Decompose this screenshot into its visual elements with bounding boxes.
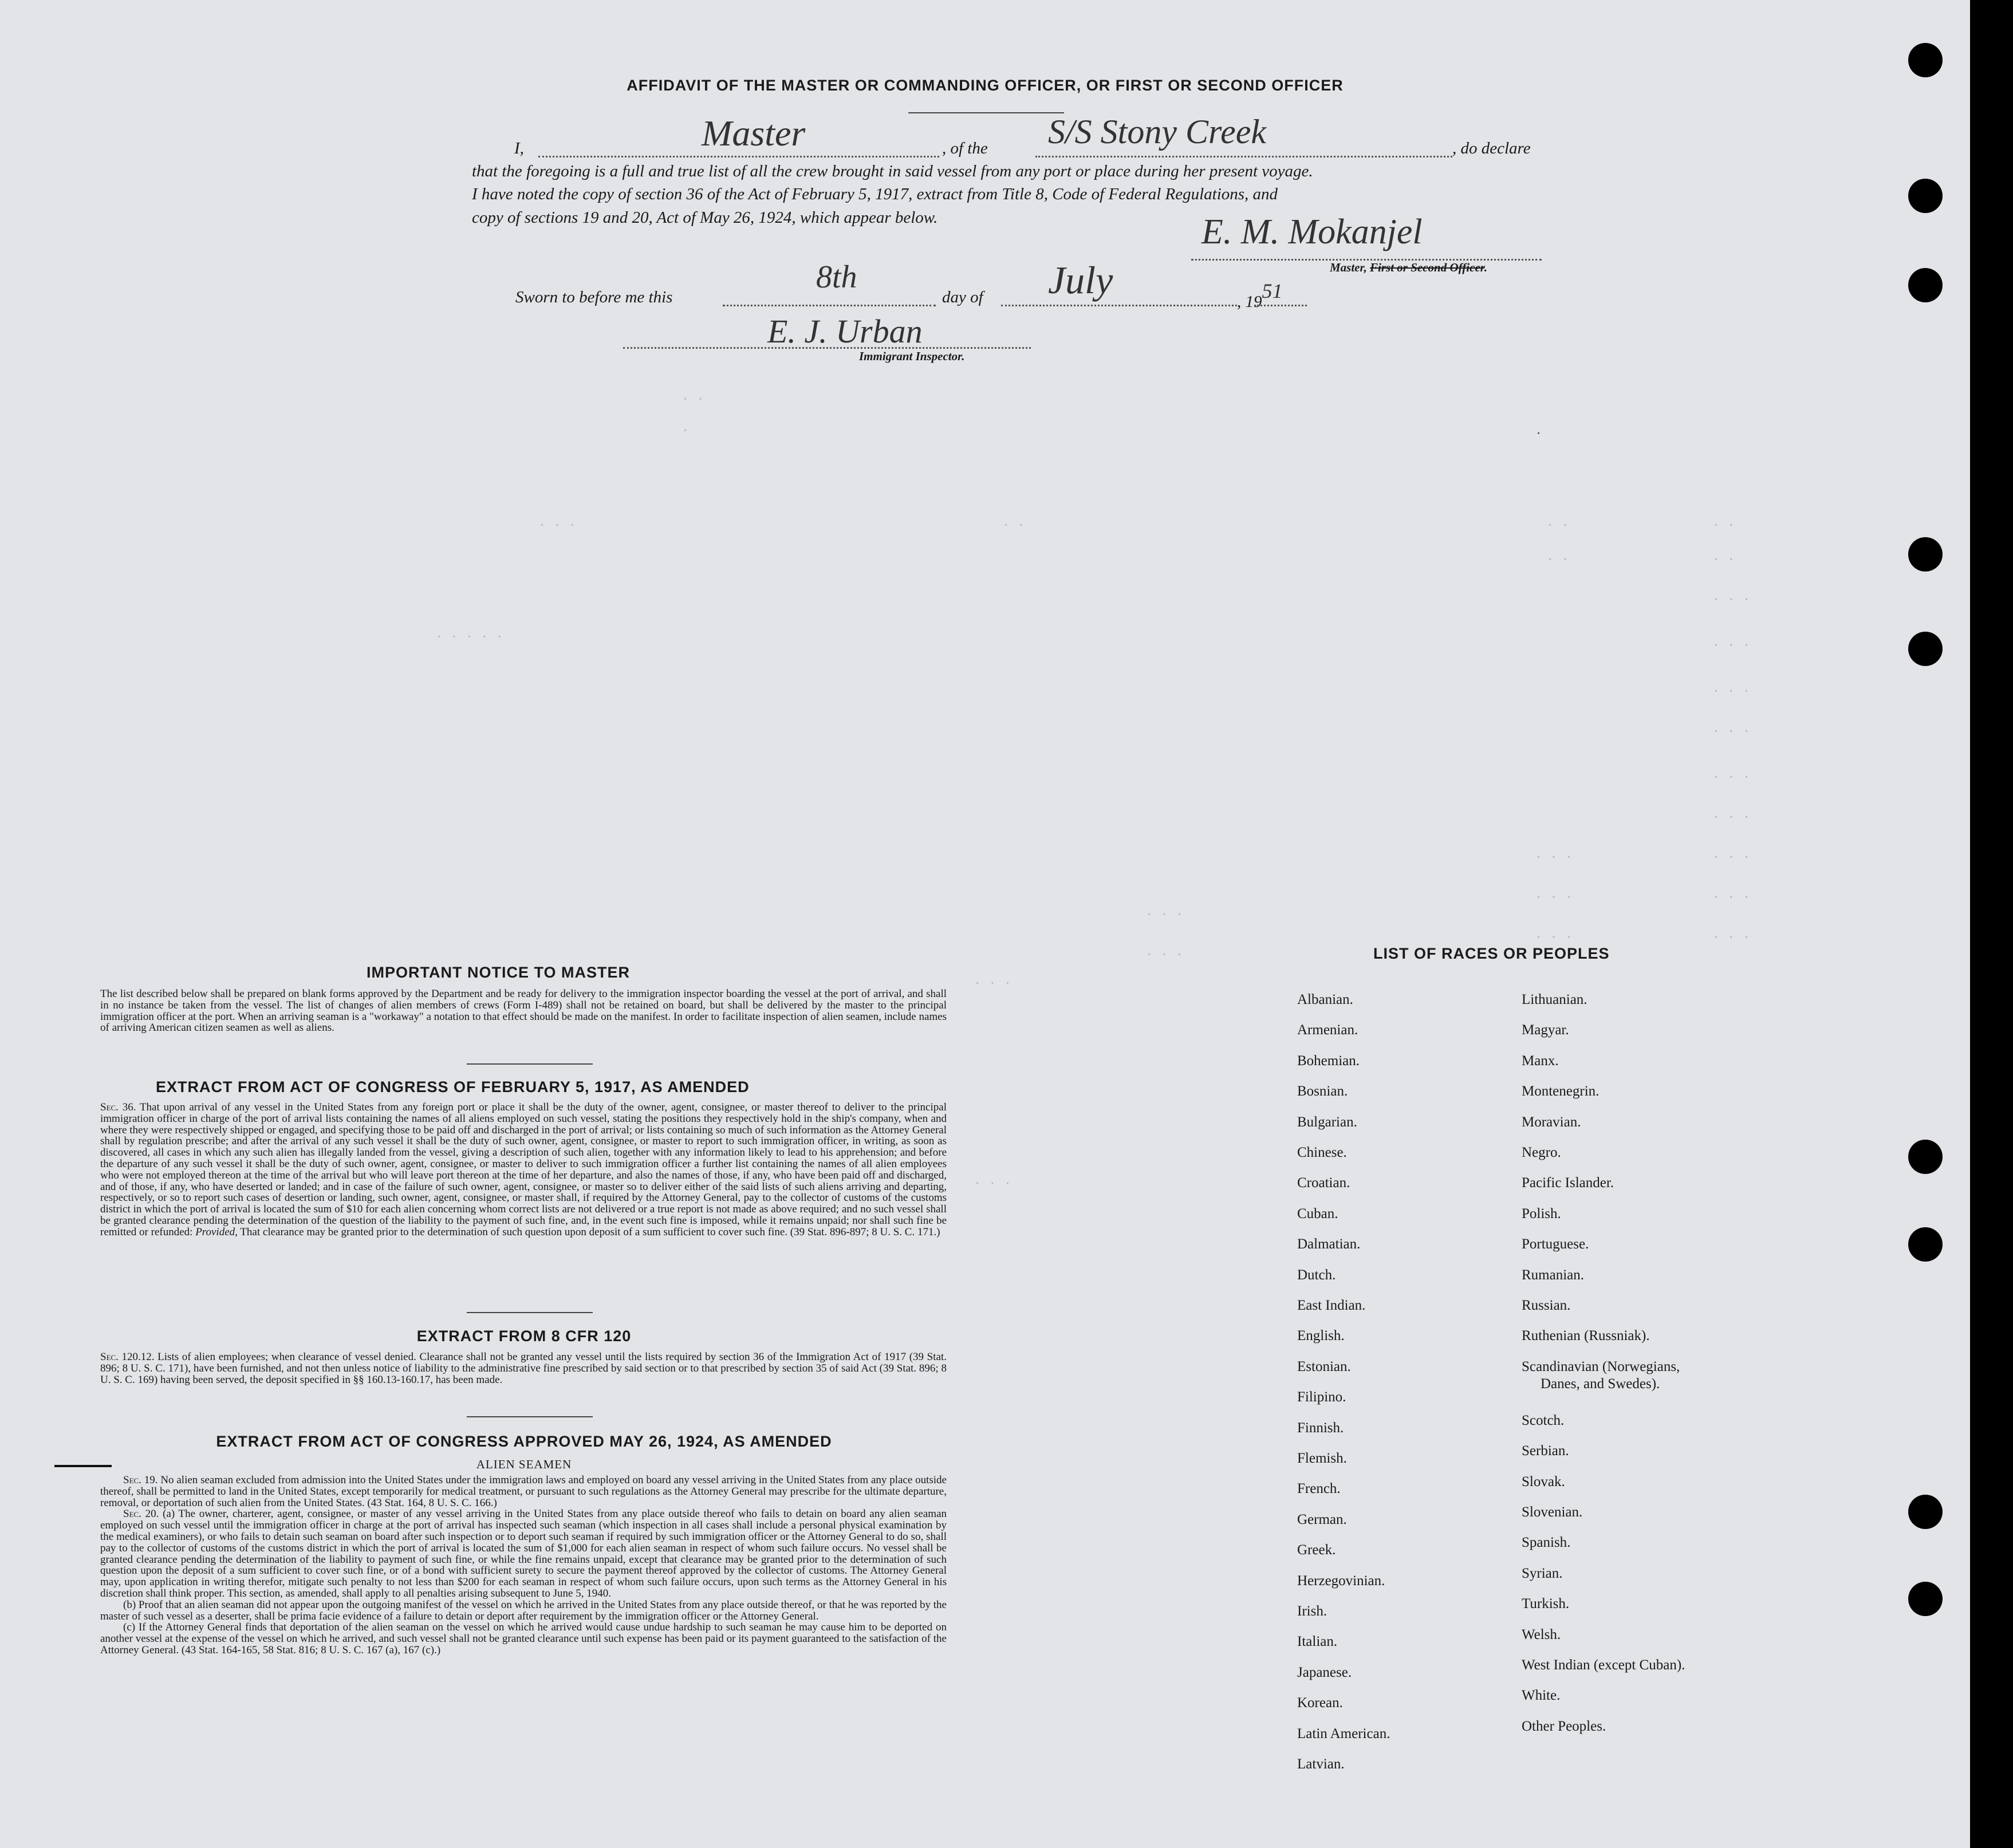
race-item: Slovak.	[1522, 1473, 1565, 1490]
affidavit-line-4: copy of sections 19 and 20, Act of May 26, 1924, which appear below.	[472, 208, 938, 227]
race-item: Russian.	[1522, 1298, 1571, 1313]
race-item: Japanese.	[1297, 1664, 1352, 1680]
race-item: Serbian.	[1522, 1443, 1569, 1459]
master-caption-struck: First or Second Officer	[1370, 261, 1484, 274]
sec-20b: (b) Proof that an alien seaman did not appear upon the outgoing manifest of the vessel on which he arrived in the United States from any place outside thereof, or that he was reported by the master of such vessel as a deserter, shall be prima facie evidence of a failure to detain or deport after requirement by the immigration officer or the Attorney General.	[100, 1598, 947, 1622]
race-item: Danes, and Swedes).	[1541, 1376, 1660, 1392]
punch-hole	[1908, 1227, 1943, 1262]
race-item: Turkish.	[1522, 1596, 1570, 1612]
vessel-line	[1035, 156, 1452, 157]
margin-mark	[54, 1465, 112, 1467]
race-item: Croatian.	[1297, 1175, 1350, 1191]
race-item: Polish.	[1522, 1205, 1561, 1222]
sec-36-body-a: That upon arrival of any vessel in the United States from any foreign port or place it shall be the duty of the owner, agent, consignee, or master thereof to deliver to the principal immigration officer in charge of the port of arrival lists containing the names of all aliens employed on such vessel, stating the positions they respectively hold in the ship's company, when and where they were respectively shipped or engaged, and specifying those to be paid off and discharged in the port of arrival; or lists containing so much of such information as the Attorney General shall by regulation prescribe; and after the arrival of any such vessel it shall be the duty of such owner, agent, consignee, or master to report to such immigration officer, in writing, as soon as discovered, all cases in which any such alien has illegally landed from the vessel, giving a description of such alien, together with any information likely to lead to his apprehension; and before the departure of any such vessel it shall be the duty of such owner, agent, consignee, or master to deliver to such immigration officer a further list containing the names of all alien employees who were not employed thereon at the time of the arrival but who will leave port thereon at the time of her departure, and also the names of those, if any, who have been paid off and discharged, and of those, if any, who have deserted or landed; and in case of the failure of such owner, agent, consignee, or master so to deliver either of the said lists of such aliens arriving and departing, respectively, or so to report such cases of desertion or landing, such owner, agent, consignee, or master shall, if required by the Attorney General, pay to the collector of customs of the customs district in which the port of arrival is located the sum of $10 for each alien concerning whom correct lists are not delivered or a true report is not made as above required; and no such vessel shall be granted clearance pending the determination of the question of the liability to the payment of such fine, and, in the event such fine is imposed, while it remains unpaid; nor shall such fine be remitted or refunded:	[100, 1101, 947, 1238]
sec-120-12-body: Lists of alien employees; when clearance of vessel denied. Clearance shall not be granted any vessel until the lists required by section 36 of the Immigration Act of 1917 (39 Stat. 896; 8 U. S. C. 171), have been furnished, and not then unless notice of liability to the administrative fine prescribed by said section or to that prescribed by section 35 of said Act (39 Stat. 896; 8 U. S. C. 169) having been served, the deposit specified in §§ 160.13-160.17, has been made.	[100, 1351, 947, 1386]
race-item: Spanish.	[1522, 1535, 1571, 1551]
affidavit-i: I,	[514, 139, 524, 157]
sworn-year	[1237, 279, 1283, 312]
race-item: Slovenian.	[1522, 1504, 1583, 1520]
race-item: Flemish.	[1297, 1451, 1347, 1466]
inspector-signature-line	[623, 347, 1031, 349]
sec-19	[100, 1475, 947, 1508]
race-item: West Indian (except Cuban).	[1522, 1657, 1685, 1673]
race-item: Dalmatian.	[1297, 1236, 1361, 1252]
race-item: Bosnian.	[1297, 1083, 1348, 1100]
race-item: Scandinavian (Norwegians,	[1522, 1358, 1680, 1374]
race-item: Rumanian.	[1522, 1267, 1585, 1283]
sec-19-body: No alien seaman excluded from admission into the United States under the immigration laws and employed on board any vessel arriving in the United States from any place outside thereof, shall be permitted to land in the United States, except temporarily for medical treatment, or pursuant to such regulations as the Attorney General may prescribe for the ultimate departure, removal, or deportation of such alien from the United States. (43 Stat. 164, 8 U. S. C. 166.)	[100, 1474, 947, 1509]
race-item: Estonian.	[1297, 1358, 1351, 1374]
race-item: Montenegrin.	[1522, 1083, 1600, 1100]
extract-1924-body	[100, 1475, 947, 1656]
sec-20-label: Sec. 20.	[123, 1508, 159, 1520]
punch-hole	[1908, 537, 1943, 572]
race-item: Cuban.	[1297, 1205, 1338, 1222]
race-item: Greek.	[1297, 1542, 1336, 1558]
extract-cfr-title: EXTRACT FROM 8 CFR 120	[416, 1327, 632, 1345]
inspector-caption: Immigrant Inspector.	[859, 349, 965, 363]
punch-hole	[1908, 268, 1943, 302]
master-caption-period: .	[1484, 261, 1487, 274]
punch-hole	[1908, 1140, 1943, 1174]
extract-cfr-body	[100, 1351, 947, 1385]
sworn-year-line	[1254, 305, 1307, 306]
affidavit-of-the: , of the	[942, 139, 988, 157]
day-of-label: day of	[942, 288, 983, 306]
rank-handwritten: Master	[702, 113, 806, 153]
race-item: Negro.	[1522, 1145, 1561, 1160]
affidavit-line-3: I have noted the copy of section 36 of the Act of February 5, 1917, extract from Title 8, Code of Federal Regulations, and	[472, 185, 1278, 203]
alien-seamen-subtitle: ALIEN SEAMEN	[476, 1457, 572, 1471]
race-item: Bulgarian.	[1297, 1114, 1357, 1130]
sworn-label: Sworn to before me this	[515, 288, 673, 306]
race-item: Filipino.	[1297, 1389, 1346, 1405]
punch-hole	[1908, 1495, 1943, 1529]
master-signature: E. M. Mokanjel	[1202, 212, 1423, 251]
race-item: Scotch.	[1522, 1412, 1565, 1428]
extract-1924-title: EXTRACT FROM ACT OF CONGRESS APPROVED MAY 26, 1924, AS AMENDED	[216, 1433, 832, 1450]
sworn-month-line	[1001, 305, 1237, 306]
race-item: Bohemian.	[1297, 1053, 1360, 1069]
sworn-day: 8th	[816, 259, 857, 295]
race-item: Latin American.	[1297, 1725, 1390, 1741]
master-caption	[1330, 261, 1487, 275]
race-item: Finnish.	[1297, 1420, 1344, 1436]
rank-line	[538, 156, 939, 157]
race-item: German.	[1297, 1511, 1347, 1527]
affidavit-title: AFFIDAVIT OF THE MASTER OR COMMANDING OFFICER, OR FIRST OR SECOND OFFICER	[627, 77, 1344, 94]
sec-120-12-label: Sec. 120.12.	[100, 1351, 155, 1363]
sworn-month: July	[1048, 258, 1113, 302]
affidavit-line-2: that the foregoing is a full and true list of all the crew brought in said vessel from any port or place during her present voyage.	[472, 162, 1313, 180]
extract-1917-title: EXTRACT FROM ACT OF CONGRESS OF FEBRUARY 5, 1917, AS AMENDED	[156, 1078, 750, 1096]
punch-hole	[1908, 632, 1943, 666]
sec-36-label: Sec. 36.	[100, 1101, 136, 1113]
race-item: Manx.	[1522, 1053, 1559, 1069]
sworn-day-line	[723, 305, 936, 306]
extract-1917-body	[100, 1102, 947, 1238]
document-page: AFFIDAVIT OF THE MASTER OR COMMANDING OFFICER, OR FIRST OR SECOND OFFICER I, Master , of the S/S Stony Creek , do declare that the foregoing is a full and true list of all the crew brought in said vessel from any port or place during her present voyage. I have noted the copy of section 36 of the Act of February 5, 1917, extract from Title 8, Code of Federal Regulations, and copy of sections 19 and 20, Act of May 26, 1924, which appear below. E. M. Mokanjel Master, First or Second Officer. Sworn to before me this 8th day of July , 1951 E. J. Urban Immigrant Inspector. . . . . . . . . . . . . . . . . . . . . . . . . . . . . . . . . . . . . . . . . . . . . . . . . . . . . . . . . . . . . . . . . . . . . . . IMPORTANT NOTICE TO MASTER The list described below shall be prepared on blank forms approved by the Department and be ready for delivery to the immigration inspector boarding the vessel at the port of arrival, and shall in no instance be taken from the vessel. The list of changes of alien members of crews (Form I-489) shall not be retained on board, but shall be delivered by the master to the principal immigration officer at the port. When an arriving seaman is a "workaway" a notation to that effect should be made on the manifest. In order to facilitate inspection of alien seamen, include names of arriving American citizen seamen as well as aliens. EXTRACT FROM ACT OF CONGRESS OF FEBRUARY 5, 1917, AS AMENDED Sec. 36. That upon arrival of any vessel in the United States from any foreign port or place it shall be the duty of the owner, agent, consignee, or master thereof to deliver to the principal immigration officer in charge of the port of arrival lists containing the names of all aliens employed on such vessel, stating the positions they respectively hold in the ship's company, when and where they were respectively shipped or engaged, and specifying those to be paid off and discharged in the port of arrival; or lists containing so much of such information as the Attorney General shall by regulation prescribe; and after the arrival of any such vessel it shall be the duty of such owner, agent, consignee, or master to report to such immigration officer, in writing, as soon as discovered, all cases in which any such alien has illegally landed from the vessel, giving a description of such alien, together with any information likely to lead to his apprehension; and before the departure of any such vessel it shall be the duty of such owner, agent, consignee, or master to deliver to such immigration officer a further list containing the names of all alien employees who were not employed thereon at the time of the arrival but who will leave port thereon at the time of her departure, and also the names of those, if any, who have been paid off and discharged, and of those, if any, who have deserted or landed; and in case of the failure of such owner, agent, consignee, or master so to deliver either of the said lists of such aliens arriving and departing, respectively, or so to report such cases of desertion or landing, such owner, agent, consignee, or master shall, if required by the Attorney General, pay to the collector of customs of the customs district in which the port of arrival is located the sum of $10 for each alien concerning whom correct lists are not delivered or a true report is not made as above required; and no such vessel shall be granted clearance pending the determination of the question of the liability to the payment of such fine, and, in the event such fine is imposed, while it remains unpaid; nor shall such fine be remitted or refunded: Provided, That clearance may be granted prior to the determination of such question upon deposit of a sum sufficient to cover such fine. (39 Stat. 896-897; 8 U. S. C. 171.) EXTRACT FROM 8 CFR 120 Sec. 120.12. Lists of alien employees; when clearance of vessel denied. Clearance shall not be granted any vessel until the lists required by section 36 of the Immigration Act of 1917 (39 Stat. 896; 8 U. S. C. 171), have been furnished, and not then unless notice of liability to the administrative fine prescribed by said section or to that prescribed by section 35 of said Act (39 Stat. 896; 8 U. S. C. 169) having been served, the deposit specified in §§ 160.13-160.17, has been made. EXTRACT FROM ACT OF CONGRESS APPROVED MAY 26, 1924, AS AMENDED ALIEN SEAMEN Sec. 19. No alien seaman excluded from admission into the United States under the immigration laws and employed on board any vessel arriving in the United States from any place outside thereof, shall be permitted to land in the United States, except temporarily for medical treatment, or pursuant to such regulations as the Attorney General may prescribe for the ultimate departure, removal, or deportation of such alien from the United States. (43 Stat. 164, 8 U. S. C. 166.) Sec. 20. (a) The owner, charterer, agent, consignee, or master of any vessel arriving in the United States from any place outside thereof who fails to detain on board any alien seaman employed on such vessel until the immigration officer in charge at the port of arrival has inspected such seaman (which inspection in all cases shall include a personal physical examination by the medical examiners), or who fails to detain such seaman on board after such inspection or to deport such seaman if required by such immigration officer or the Attorney General to do so, shall pay to the collector of customs of the customs district in which the port of arrival is located the sum of $1,000 for each alien seaman in respect of whom such failure occurs. No vessel shall be granted clearance pending the determination of the liability to payment of such fine, or while the fine remains unpaid, except that clearance may be granted prior to the determination of such question upon the deposit of a sum sufficient to cover such fine, or of a bond with sufficient surety to secure the payment thereof approved by the collector of customs. The Attorney General may, upon application in writing therefor, mitigate such penalty to not less than $200 for each seaman in respect of whom such failure occurs, upon such terms as the Attorney General in his discretion shall think proper. This section, as amended, shall apply to all penalties arising subsequent to June 5, 1940. (b) Proof that an alien seaman did not appear upon the outgoing manifest of the vessel on which he arrived in the United States from any place outside thereof, or that he was reported by the master of such vessel as a deserter, shall be prima facie evidence of a failure to detain or deport after requirement by the immigration officer or the Attorney General. (c) If the Attorney General finds that deportation of the alien seaman on the vessel on which he arrived would cause undue hardship to such seaman he may cause him to be deported on another vessel at the expense of the vessel on which he arrived, and such vessel shall not be granted clearance until such expense has been paid or its payment guaranteed to the satisfaction of the Attorney General. (43 Stat. 164-165, 58 Stat. 816; 8 U. S. C. 167 (a), 167 (c).) LIST OF RACES OR PEOPLES Albanian. Armenian. Bohemian. Bosnian. Bulgarian. Chinese. Croatian. Cuban. Dalmatian. Dutch. East Indian. English. Estonian. Filipino. Finnish. Flemish. French. German. Greek. Herzegovinian. Irish. Italian. Japanese. Korean. Latin American. Latvian. Lithuanian. Magyar. Manx. Montenegrin. Moravian. Negro. Pacific Islander. Polish. Portuguese. Rumanian. Russian. Ruthenian (Russniak). Scandinavian (Norwegians, Danes, and Swedes). Scotch. Serbian. Slovak. Slovenian. Spanish. Syrian. Turkish. Welsh. West Indian (except Cuban). White. Other Peoples.	[0, 0, 1970, 1848]
races-title: LIST OF RACES OR PEOPLES	[1373, 945, 1610, 962]
vessel-handwritten: S/S Stony Creek	[1048, 113, 1267, 151]
race-item: Latvian.	[1297, 1756, 1345, 1772]
race-item: Korean.	[1297, 1695, 1343, 1711]
race-item: Irish.	[1297, 1603, 1327, 1619]
race-item: Moravian.	[1522, 1114, 1581, 1130]
race-item: Chinese.	[1297, 1145, 1347, 1160]
scan-edge	[1970, 0, 2013, 1848]
extract-cfr-rule	[467, 1416, 593, 1417]
race-item: Italian.	[1297, 1634, 1338, 1650]
race-item: Syrian.	[1522, 1565, 1563, 1581]
race-item: Pacific Islander.	[1522, 1175, 1614, 1191]
year-prefix: , 19	[1237, 293, 1262, 311]
race-item: English.	[1297, 1328, 1345, 1344]
race-item: Herzegovinian.	[1297, 1573, 1385, 1589]
notice-title: IMPORTANT NOTICE TO MASTER	[367, 964, 630, 981]
sec-20c: (c) If the Attorney General finds that deportation of the alien seaman on the vessel on which he arrived would cause undue hardship to such seaman he may cause him to be deported on another vessel at the expense of the vessel on which he arrived, and such vessel shall not be granted clearance until such expense has been paid or its payment guaranteed to the satisfaction of the Attorney General. (43 Stat. 164-165, 58 Stat. 816; 8 U. S. C. 167 (a), 167 (c).)	[100, 1621, 947, 1656]
master-caption-master: Master,	[1330, 261, 1367, 274]
race-item: East Indian.	[1297, 1298, 1366, 1313]
sec-20a-body: (a) The owner, charterer, agent, consignee, or master of any vessel arriving in the United States from any place outside thereof who fails to detain on board any alien seaman employed on such vessel until the immigration officer in charge at the port of arrival has inspected such seaman (which inspection in all cases shall include a personal physical examination by the medical examiners), or who fails to detain such seaman on board after such inspection or to deport such seaman if required by such immigration officer or the Attorney General to do so, shall pay to the collector of customs of the customs district in which the port of arrival is located the sum of $1,000 for each alien seaman in respect of whom such failure occurs. No vessel shall be granted clearance pending the determination of the liability to payment of such fine, or while the fine remains unpaid, except that clearance may be granted prior to the determination of such question upon the deposit of a sum sufficient to cover such fine, or of a bond with sufficient surety to secure the payment thereof approved by the collector of customs. The Attorney General may, upon application in writing therefor, mitigate such penalty to not less than $200 for each seaman in respect of whom such failure occurs, upon such terms as the Attorney General in his discretion shall think proper. This section, as amended, shall apply to all penalties arising subsequent to June 5, 1940.	[100, 1508, 947, 1599]
race-item: Armenian.	[1297, 1022, 1358, 1038]
race-item: Other Peoples.	[1522, 1718, 1606, 1734]
punch-hole	[1908, 1582, 1943, 1616]
race-item: Portuguese.	[1522, 1236, 1589, 1252]
year-suffix: 51	[1262, 279, 1283, 302]
race-item: Albanian.	[1297, 992, 1353, 1007]
sec-36-body-b: That clearance may be granted prior to the determination of such question upon deposit of a sum sufficient to cover such fine. (39 Stat. 896-897; 8 U. S. C. 171.)	[240, 1226, 940, 1238]
race-item: Dutch.	[1297, 1267, 1336, 1283]
affidavit-declare: , do declare	[1452, 139, 1531, 157]
punch-hole	[1908, 43, 1943, 77]
punch-hole	[1908, 179, 1943, 213]
race-item: Welsh.	[1522, 1626, 1561, 1642]
race-item: Ruthenian (Russniak).	[1522, 1328, 1650, 1344]
sec-20a	[100, 1508, 947, 1599]
sec-19-label: Sec. 19.	[123, 1474, 158, 1486]
inspector-signature: E. J. Urban	[767, 313, 923, 350]
notice-rule	[467, 1063, 593, 1065]
extract-1917-rule	[467, 1312, 593, 1313]
race-item: Lithuanian.	[1522, 992, 1587, 1007]
race-item: Magyar.	[1522, 1022, 1569, 1038]
race-item: White.	[1522, 1688, 1561, 1704]
notice-body: The list described below shall be prepared on blank forms approved by the Department and be ready for delivery to the immigration inspector boarding the vessel at the port of arrival, and shall in no instance be taken from the vessel. The list of changes of alien members of crews (Form I-489) shall not be retained on board, but shall be delivered by the master to the principal immigration officer at the port. When an arriving seaman is a "workaway" a notation to that effect should be made on the manifest. In order to facilitate inspection of alien seamen, include names of arriving American citizen seamen as well as aliens.	[100, 988, 947, 1034]
race-item: French.	[1297, 1481, 1341, 1497]
title-rule	[908, 112, 1064, 113]
sec-36-provided: Provided,	[195, 1226, 238, 1238]
